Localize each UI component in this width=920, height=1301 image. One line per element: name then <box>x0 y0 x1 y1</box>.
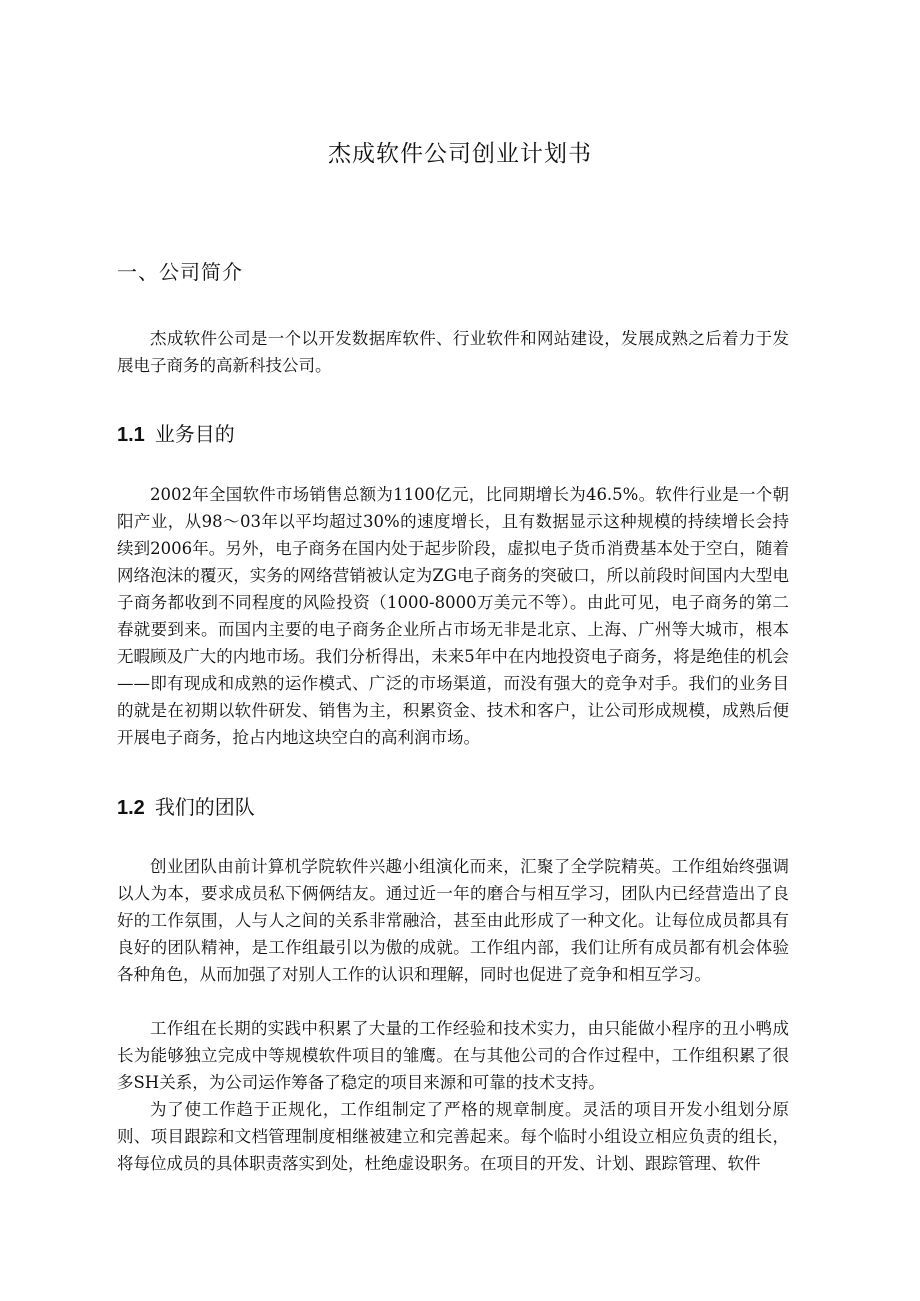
company-intro-paragraph: 杰成软件公司是一个以开发数据库软件、行业软件和网站建设，发展成熟之后着力于发展电子商务的高新科技公司。 <box>117 329 789 375</box>
subsection-heading-business-purpose <box>117 420 235 449</box>
business-purpose-paragraph: 2002年全国软件市场销售总额为1100亿元，比同期增长为46.5%。软件行业是一个朝阳产业，从98～03年以平均超过30%的速度增长，且有数据显示这种规模的持续增长会持续到2006年。另外，电子商务在国内处于起步阶段，虚拟电子货币消费基本处于空白，随着网络泡沫的覆灭，实务的网络营销被认定为ZG电子商务的突破口，所以前段时间国内大型电子商务都收到不同程度的风险投资（1000-8000万美元不等）。由此可见，电子商务的第二春就要到来。而国内主要的电子商务企业所占市场无非是北京、上海、广州等大城市，根本无暇顾及广大的内地市场。我们分析得出，未来5年中在内地投资电子商务，将是绝佳的机会——即有现成和成熟的运作模式、广泛的市场渠道，而没有强大的竞争对手。我们的业务目的就是在初期以软件研发、销售为主，积累资金、技术和客户，让公司形成规模，成熟后便开展电子商务，抢占内地这块空白的高利润市场。 <box>117 485 789 747</box>
subsection-number: 1.2 <box>117 797 145 819</box>
subsection-title: 我们的团队 <box>154 795 255 819</box>
subsection-number: 1.1 <box>117 424 145 446</box>
document-title: 杰成软件公司创业计划书 <box>328 141 592 167</box>
team-paragraph-2: 工作组在长期的实践中积累了大量的工作经验和技术实力，由只能做小程序的丑小鸭成长为能够独立完成中等规模软件项目的雏鹰。在与其他公司的合作过程中，工作组积累了很多SH关系，为公司运作筹备了稳定的项目来源和可靠的技术支持。 <box>117 1019 789 1092</box>
team-paragraph-3: 为了使工作趋于正规化，工作组制定了严格的规章制度。灵活的项目开发小组划分原则、项目跟踪和文档管理制度相继被建立和完善起来。每个临时小组设立相应负责的组长，将每位成员的具体职责落实到处，杜绝虚设职务。在项目的开发、计划、跟踪管理、软件 <box>117 1100 789 1173</box>
subsection-heading-our-team <box>117 793 255 822</box>
section-heading-company-intro: 一、公司简介 <box>117 260 243 284</box>
subsection-title: 业务目的 <box>154 422 235 446</box>
team-paragraph-1: 创业团队由前计算机学院软件兴趣小组演化而来，汇聚了全学院精英。工作组始终强调以人为本，要求成员私下俩俩结友。通过近一年的磨合与相互学习，团队内已经营造出了良好的工作氛围，人与人之间的关系非常融洽，甚至由此形成了一种文化。让每位成员都具有良好的团队精神，是工作组最引以为傲的成就。工作组内部，我们让所有成员都有机会体验各种角色，从而加强了对别人工作的认识和理解，同时也促进了竞争和相互学习。 <box>117 857 789 984</box>
